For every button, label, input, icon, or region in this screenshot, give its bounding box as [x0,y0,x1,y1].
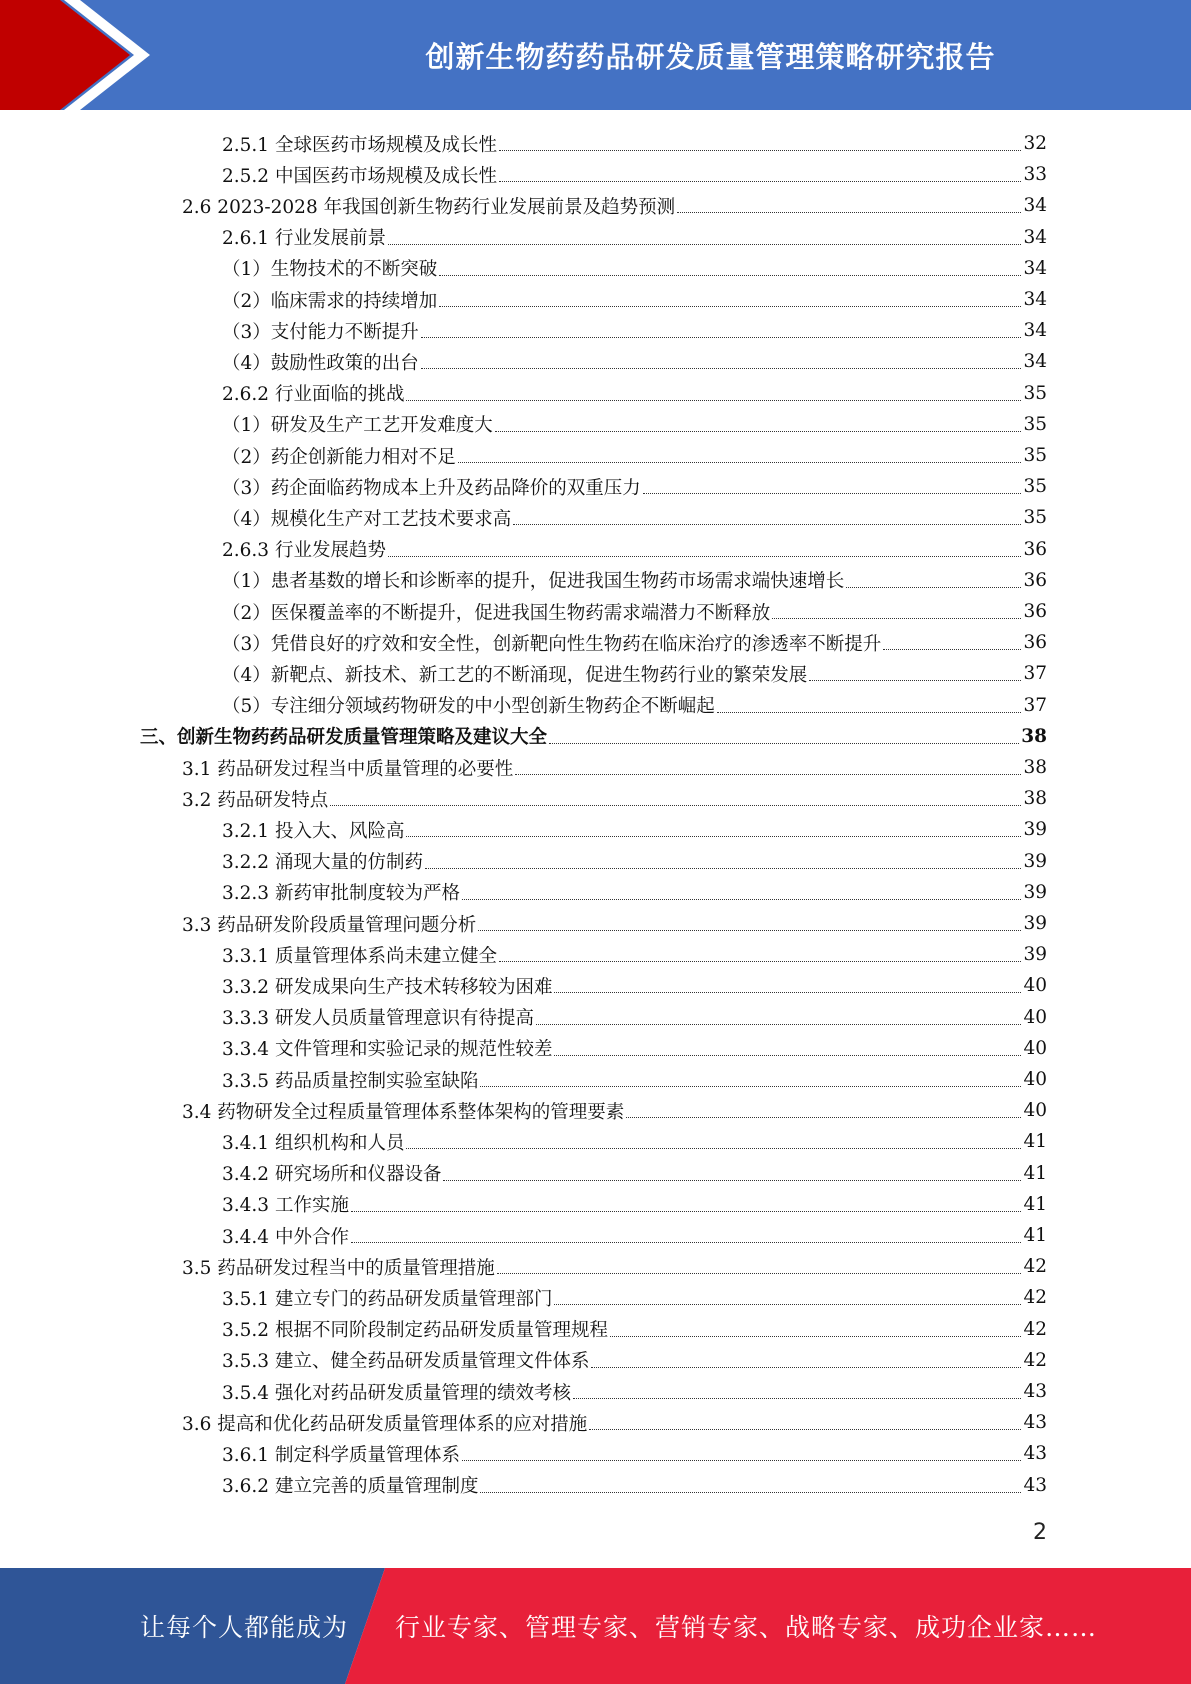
toc-entry-page: 34 [1023,195,1047,217]
toc-entry-label: （2）临床需求的持续增加 [222,290,438,312]
toc-entry-page: 37 [1023,663,1047,685]
toc-entry-label: 3.2.3 新药审批制度较为严格 [222,883,460,905]
toc-dot-leader [717,712,1022,713]
toc-dot-leader [406,1148,1021,1149]
toc-entry[interactable] [222,1064,1047,1095]
toc-dot-leader [499,181,1021,182]
toc-entry-label: 2.5.1 全球医药市场规模及成长性 [222,134,497,156]
toc-dot-leader [591,1367,1021,1368]
toc-entry-page: 37 [1023,694,1047,716]
toc-dot-leader [626,1117,1021,1118]
toc-dot-leader [495,431,1022,432]
toc-entry-page: 38 [1023,757,1047,778]
toc-entry[interactable] [222,222,1047,253]
toc-entry-label: 3.3.5 药品质量控制实验室缺陷 [222,1070,479,1092]
toc-entry-page: 34 [1023,226,1047,248]
toc-dot-leader [513,524,1021,525]
toc-entry[interactable] [222,1470,1047,1501]
toc-entry-page: 35 [1023,382,1047,404]
toc-entry-page: 40 [1023,975,1047,997]
toc-entry-label: 3.6.2 建立完善的质量管理制度 [222,1476,479,1498]
toc-entry[interactable] [222,939,1047,970]
toc-entry-page: 43 [1023,1474,1047,1496]
toc-entry[interactable] [222,1189,1047,1220]
toc-entry[interactable] [222,1002,1047,1033]
toc-entry[interactable] [222,440,1047,471]
toc-entry[interactable] [222,596,1047,627]
toc-entry[interactable] [182,1407,1047,1438]
toc-entry[interactable] [222,690,1047,721]
toc-entry-label: （4）新靶点、新技术、新工艺的不断涌现，促进生物药行业的繁荣发展 [222,664,808,686]
toc-entry-label: （3）凭借良好的疗效和安全性，创新靶向性生物药在临床治疗的渗透率不断提升 [222,633,882,655]
toc-entry-label: 3.6.1 制定科学质量管理体系 [222,1444,460,1466]
toc-entry[interactable] [222,814,1047,845]
toc-entry-page: 35 [1023,507,1047,529]
toc-entry-label: （3）药企面临药物成本上升及药品降价的双重压力 [222,477,641,499]
toc-entry[interactable] [222,1158,1047,1189]
toc-entry-page: 39 [1023,944,1047,966]
toc-entry-page: 41 [1023,1131,1047,1153]
toc-dot-leader [643,493,1022,494]
toc-dot-leader [499,150,1021,151]
toc-entry-label: 3.4.1 组织机构和人员 [222,1132,405,1154]
toc-entry-label: （2）医保覆盖率的不断提升，促进我国生物药需求端潜力不断释放 [222,602,771,624]
toc-entry-page: 41 [1023,1225,1047,1246]
toc-entry-label: （2）药企创新能力相对不足 [222,446,456,468]
toc-dot-leader [388,244,1021,245]
toc-entry[interactable] [222,658,1047,689]
toc-entry-page: 35 [1023,445,1047,466]
toc-entry[interactable] [222,502,1047,533]
toc-entry[interactable] [140,721,1047,752]
toc-entry-label: 3.4 药物研发全过程质量管理体系整体架构的管理要素 [182,1101,625,1123]
toc-entry[interactable] [222,1314,1047,1345]
toc-entry[interactable] [222,1282,1047,1313]
toc-entry[interactable] [222,159,1047,190]
toc-dot-leader [589,1429,1021,1430]
toc-entry-page: 43 [1023,1381,1047,1402]
toc-entry-label: 2.6 2023-2028 年我国创新生物药行业发展前景及趋势预测 [182,196,676,218]
toc-entry-page: 36 [1023,632,1047,654]
toc-entry-page: 36 [1023,569,1047,591]
toc-entry[interactable] [222,1126,1047,1157]
toc-entry-label: 2.6.3 行业发展趋势 [222,540,386,562]
toc-entry[interactable] [182,1095,1047,1126]
toc-entry-page: 33 [1023,164,1047,186]
toc-dot-leader [515,774,1021,775]
toc-dot-leader [846,587,1021,588]
toc-dot-leader [462,1460,1021,1461]
toc-entry-page: 35 [1023,413,1047,435]
toc-entry[interactable] [222,1345,1047,1376]
toc-dot-leader [425,868,1021,869]
toc-entry-label: 3.2.1 投入大、风险高 [222,820,405,842]
toc-entry[interactable] [222,877,1047,908]
toc-entry-label: 3.5.4 强化对药品研发质量管理的绩效考核 [222,1382,571,1404]
toc-entry-label: 3.5 药品研发过程当中的质量管理措施 [182,1257,495,1279]
document-title: 创新生物药药品研发质量管理策略研究报告 [425,39,996,74]
toc-entry[interactable] [182,783,1047,814]
header-bar [0,0,1191,110]
toc-dot-leader [421,337,1022,338]
toc-dot-leader [772,618,1021,619]
toc-entry-page: 40 [1023,1100,1047,1122]
toc-dot-leader [549,743,1019,744]
toc-dot-leader [610,1336,1021,1337]
toc-entry-page: 35 [1023,476,1047,498]
toc-dot-leader [406,836,1021,837]
toc-entry-label: 3.5.1 建立专门的药品研发质量管理部门 [222,1288,553,1310]
toc-entry-page: 36 [1023,538,1047,560]
toc-dot-leader [421,368,1022,369]
toc-entry[interactable] [222,346,1047,377]
toc-entry-page: 39 [1023,913,1047,934]
toc-entry[interactable] [222,1220,1047,1251]
toc-dot-leader [480,1086,1021,1087]
toc-entry-label: 三、创新生物药药品研发质量管理策略及建议大全 [140,727,548,749]
toc-entry-page: 34 [1023,320,1047,342]
toc-entry-label: 3.1 药品研发过程当中质量管理的必要性 [182,758,514,780]
toc-entry[interactable] [222,846,1047,877]
toc-entry-label: 3.3 药品研发阶段质量管理问题分析 [182,914,477,936]
toc-dot-leader [536,1024,1021,1025]
toc-dot-leader [573,1398,1021,1399]
chevron-arrow-logo [0,0,160,110]
toc-entry[interactable] [222,534,1047,565]
toc-entry-page: 34 [1023,351,1047,373]
toc-entry-page: 40 [1023,1037,1047,1059]
toc-dot-leader [351,1242,1022,1243]
toc-dot-leader [443,1180,1021,1181]
toc-entry[interactable] [222,284,1047,315]
toc-entry-label: 2.6.1 行业发展前景 [222,228,386,250]
toc-entry-page: 36 [1023,601,1047,622]
toc-entry-label: 3.3.1 质量管理体系尚未建立健全 [222,945,497,967]
footer-slogan-left: 让每个人都能成为 [140,1613,349,1642]
toc-entry-page: 42 [1023,1349,1047,1371]
toc-entry-label: （5）专注细分领域药物研发的中小型创新生物药企不断崛起 [222,696,715,718]
toc-entry-label: 3.5.2 根据不同阶段制定药品研发质量管理规程 [222,1320,608,1342]
page-number: 2 [1033,1520,1047,1545]
toc-dot-leader [677,212,1021,213]
toc-entry-label: （3）支付能力不断提升 [222,321,419,343]
toc-entry-label: 2.5.2 中国医药市场规模及成长性 [222,165,497,187]
toc-dot-leader [554,1304,1021,1305]
toc-entry-label: （4）鼓励性政策的出台 [222,352,419,374]
toc-entry-page: 32 [1023,133,1047,154]
toc-entry[interactable] [222,315,1047,346]
toc-entry-page: 41 [1023,1193,1047,1215]
toc-entry-page: 42 [1023,1287,1047,1309]
toc-dot-leader [497,1273,1022,1274]
toc-entry-label: 3.2 药品研发特点 [182,789,329,811]
toc-dot-leader [406,400,1021,401]
toc-entry-label: （1）研发及生产工艺开发难度大 [222,415,493,437]
toc-dot-leader [809,680,1021,681]
toc-entry-page: 39 [1023,850,1047,872]
footer-banner [0,1568,1191,1684]
toc-dot-leader [439,306,1021,307]
toc-entry[interactable] [182,1251,1047,1282]
toc-dot-leader [458,462,1022,463]
toc-entry[interactable] [222,627,1047,658]
toc-entry-label: 3.4.2 研究场所和仪器设备 [222,1164,442,1186]
toc-dot-leader [499,961,1021,962]
toc-entry[interactable] [182,190,1047,221]
toc-entry[interactable] [222,1033,1047,1064]
toc-entry[interactable] [222,1438,1047,1469]
toc-dot-leader [554,1055,1021,1056]
toc-dot-leader [462,899,1021,900]
toc-entry-page: 39 [1023,881,1047,903]
footer-slogan-right: 行业专家、管理专家、营销专家、战略专家、成功企业家…… [395,1613,1098,1642]
toc-entry-label: 3.3.4 文件管理和实验记录的规范性较差 [222,1039,553,1061]
toc-entry-page: 42 [1023,1318,1047,1340]
toc-entry[interactable] [222,253,1047,284]
toc-entry-label: 3.3.2 研发成果向生产技术转移较为困难 [222,976,553,998]
toc-entry-label: 3.6 提高和优化药品研发质量管理体系的应对措施 [182,1413,588,1435]
toc-entry-page: 39 [1023,819,1047,841]
toc-entry[interactable] [222,378,1047,409]
toc-entry-label: 3.3.3 研发人员质量管理意识有待提高 [222,1008,534,1030]
toc-entry-page: 43 [1023,1412,1047,1434]
toc-entry-page: 38 [1023,788,1047,810]
toc-entry-page: 42 [1023,1256,1047,1278]
toc-entry[interactable] [222,471,1047,502]
toc-entry[interactable] [222,1376,1047,1407]
toc-dot-leader [330,805,1021,806]
toc-entry-label: （1）患者基数的增长和诊断率的提升，促进我国生物药市场需求端快速增长 [222,571,845,593]
chevron-red-shape [0,0,130,110]
toc-entry[interactable] [222,565,1047,596]
toc-entry-label: 2.6.2 行业面临的挑战 [222,384,405,406]
toc-entry-label: （4）规模化生产对工艺技术要求高 [222,508,512,530]
toc-entry-label: 3.5.3 建立、健全药品研发质量管理文件体系 [222,1351,590,1373]
toc-dot-leader [439,275,1021,276]
toc-dot-leader [480,1492,1021,1493]
toc-entry-page: 40 [1023,1006,1047,1028]
toc-entry[interactable] [222,128,1047,159]
toc-entry-page: 41 [1023,1162,1047,1184]
toc-dot-leader [883,649,1021,650]
toc-entry-label: 3.4.3 工作实施 [222,1195,349,1217]
toc-entry-page: 34 [1023,289,1047,310]
toc-dot-leader [388,556,1021,557]
toc-entry-page: 43 [1023,1443,1047,1465]
toc-entry[interactable] [182,752,1047,783]
toc-entry[interactable] [222,970,1047,1001]
toc-entry-label: 3.4.4 中外合作 [222,1226,349,1248]
toc-dot-leader [478,930,1021,931]
toc-entry-page: 38 [1021,725,1047,747]
toc-entry-label: （1）生物技术的不断突破 [222,259,438,281]
toc-dot-leader [554,992,1021,993]
toc-entry[interactable] [182,908,1047,939]
toc-dot-leader [351,1211,1022,1212]
toc-entry-page: 34 [1023,257,1047,279]
toc-entry-page: 40 [1023,1069,1047,1090]
toc-entry-label: 3.2.2 涌现大量的仿制药 [222,852,423,874]
toc-entry[interactable] [222,409,1047,440]
